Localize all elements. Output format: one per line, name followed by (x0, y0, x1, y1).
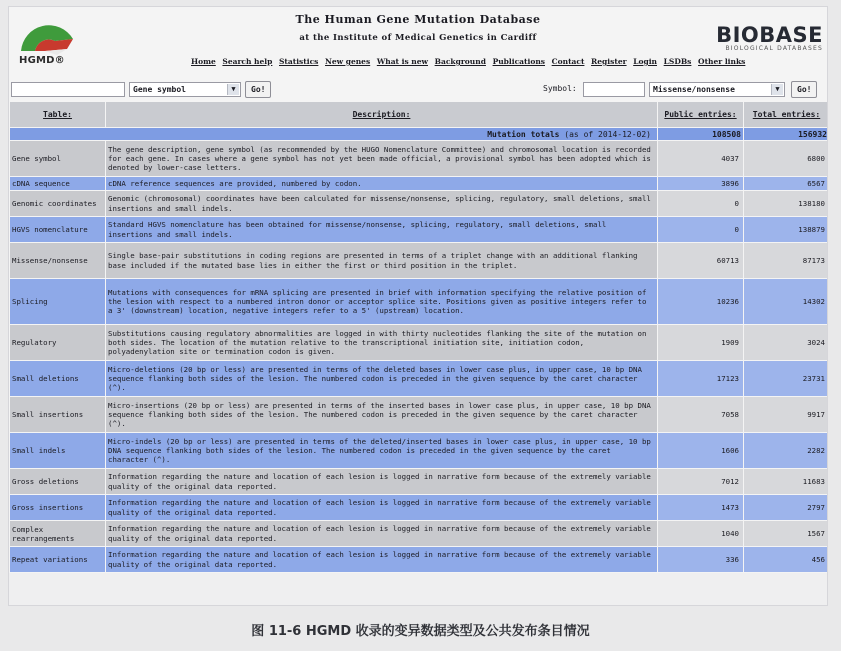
row-description: The gene description, gene symbol (as recommended by the HUGO Nomenclature Committee) and chromosomal location is recorded for each gene. In cases where a gene symbol has not yet been made official, a provisional symbol has been adopted which is denoted by lower-case letters. (106, 141, 658, 177)
row-total-entries: 138879 (744, 217, 829, 243)
row-name[interactable]: Small indels (10, 433, 106, 469)
row-name[interactable]: Splicing (10, 279, 106, 325)
screenshot-frame (8, 6, 828, 606)
page-title: The Human Gene Mutation Database (295, 13, 541, 26)
chevron-down-icon: ▼ (227, 84, 239, 95)
row-public-entries: 60713 (658, 243, 744, 279)
row-public-entries: 1909 (658, 325, 744, 361)
row-total-entries: 2797 (744, 495, 829, 521)
row-name[interactable]: Gross insertions (10, 495, 106, 521)
table-row (10, 521, 829, 547)
totals-row (10, 128, 829, 141)
nav-background[interactable]: Background (434, 57, 486, 66)
nav-home[interactable]: Home (191, 57, 216, 66)
table-row (10, 361, 829, 397)
biobase-wordmark: BIOBASE (716, 23, 823, 47)
table-row (10, 433, 829, 469)
row-name[interactable]: Gene symbol (10, 141, 106, 177)
row-total-entries: 87173 (744, 243, 829, 279)
symbol-input[interactable] (583, 82, 645, 97)
row-description: Standard HGVS nomenclature has been obtained for missense/nonsense, splicing, regulatory, small deletions, small insertions and small indels. (106, 217, 658, 243)
row-public-entries: 4037 (658, 141, 744, 177)
row-total-entries: 23731 (744, 361, 829, 397)
col-header-total[interactable]: Total entries: (744, 102, 829, 128)
row-description: Mutations with consequences for mRNA splicing are presented in brief with information specifying the relative position of the lesion with respect to a numbered intron donor or acceptor splice site. Positions given as positive integers refer to a 3' (downstream) location, negative integers refer to a 5' (upstream) location. (106, 279, 658, 325)
table-row (10, 243, 829, 279)
row-name[interactable]: Small deletions (10, 361, 106, 397)
biobase-subtitle: BIOLOGICAL DATABASES (725, 45, 823, 52)
row-public-entries: 1606 (658, 433, 744, 469)
row-total-entries: 14302 (744, 279, 829, 325)
mutation-type-select[interactable] (649, 82, 785, 97)
totals-public: 108508 (658, 128, 744, 141)
title-block (9, 13, 827, 43)
nav-lsdbs[interactable]: LSDBs (663, 57, 692, 66)
row-description: Micro-indels (20 bp or less) are presented in terms of the deleted/inserted bases in lower case plus, in upper case, 10 bp DNA sequence flanking both sides of the lesion. The numbered codon is preceded in the given sequence by the caret character (^). (106, 433, 658, 469)
row-name[interactable]: Gross deletions (10, 469, 106, 495)
totals-label-cell (10, 128, 658, 141)
row-public-entries: 10236 (658, 279, 744, 325)
totals-total: 156932 (744, 128, 829, 141)
table-row (10, 191, 829, 217)
nav-login[interactable]: Login (633, 57, 658, 66)
nav-what-is-new[interactable]: What is new (376, 57, 428, 66)
row-name[interactable]: Complex rearrangements (10, 521, 106, 547)
row-public-entries: 0 (658, 217, 744, 243)
row-total-entries: 138180 (744, 191, 829, 217)
row-description: Information regarding the nature and location of each lesion is logged in narrative form because of the extremely variable quality of the original data reported. (106, 547, 658, 573)
row-description: Substitutions causing regulatory abnormalities are logged in with thirty nucleotides flanking the site of the mutation on both sides. The location of the mutation relative to the transcriptional initiation site, initiation codon, polyadenylation site or termination codon is given. (106, 325, 658, 361)
search-type-select[interactable] (129, 82, 241, 97)
row-public-entries: 7058 (658, 397, 744, 433)
table-row (10, 469, 829, 495)
nav-links (189, 57, 746, 66)
row-name[interactable]: HGVS nomenclature (10, 217, 106, 243)
row-public-entries: 17123 (658, 361, 744, 397)
table-row (10, 397, 829, 433)
row-public-entries: 0 (658, 191, 744, 217)
page-subtitle: at the Institute of Medical Genetics in Cardiff (299, 33, 537, 43)
table-row (10, 547, 829, 573)
table-row (10, 177, 829, 191)
table-row (10, 325, 829, 361)
mutation-table (9, 101, 828, 573)
table-row (10, 495, 829, 521)
search-bar (9, 79, 827, 101)
row-public-entries: 1040 (658, 521, 744, 547)
chevron-down-icon: ▼ (771, 84, 783, 95)
row-public-entries: 7012 (658, 469, 744, 495)
nav-publications[interactable]: Publications (492, 57, 546, 66)
row-total-entries: 456 (744, 547, 829, 573)
go-button-left[interactable]: Go! (245, 81, 271, 98)
go-button-right[interactable]: Go! (791, 81, 817, 98)
row-total-entries: 3024 (744, 325, 829, 361)
row-name[interactable]: Missense/nonsense (10, 243, 106, 279)
table-row (10, 141, 829, 177)
row-name[interactable]: cDNA sequence (10, 177, 106, 191)
row-public-entries: 336 (658, 547, 744, 573)
row-total-entries: 6567 (744, 177, 829, 191)
totals-label: Mutation totals (487, 129, 560, 139)
row-name[interactable]: Regulatory (10, 325, 106, 361)
figure-caption: 图 11-6 HGMD 收录的变异数据类型及公共发布条目情况 (251, 624, 590, 639)
row-description: Information regarding the nature and location of each lesion is logged in narrative form because of the extremely variable quality of the original data reported. (106, 495, 658, 521)
col-header-table[interactable]: Table: (10, 102, 106, 128)
table-row (10, 279, 829, 325)
nav-search-help[interactable]: Search help (222, 57, 273, 66)
row-description: Single base-pair substitutions in coding regions are presented in terms of a triplet change with an additional flanking base included if the mutated base lies in either the first or third position in the triplet. (106, 243, 658, 279)
nav-contact[interactable]: Contact (551, 57, 585, 66)
nav-other-links[interactable]: Other links (698, 57, 746, 66)
row-total-entries: 9917 (744, 397, 829, 433)
row-name[interactable]: Repeat variations (10, 547, 106, 573)
row-public-entries: 1473 (658, 495, 744, 521)
row-total-entries: 11683 (744, 469, 829, 495)
biobase-logo[interactable] (716, 23, 823, 52)
row-description: Information regarding the nature and location of each lesion is logged in narrative form because of the extremely variable quality of the original data reported. (106, 521, 658, 547)
row-total-entries: 6800 (744, 141, 829, 177)
totals-date: (as of 2014-12-02) (564, 129, 651, 139)
row-description: Micro-insertions (20 bp or less) are presented in terms of the inserted bases in lower case plus, in upper case, 10 bp DNA sequence flanking both sides of the lesion. The numbered codon is preceded in the given sequence by the caret character (^). (106, 397, 658, 433)
row-description: Genomic (chromosomal) coordinates have been calculated for missense/nonsense, splicing, regulatory, small deletions, small insertions and small indels. (106, 191, 658, 217)
col-header-description[interactable]: Description: (106, 102, 658, 128)
row-name[interactable]: Small insertions (10, 397, 106, 433)
gene-search-input[interactable] (11, 82, 125, 97)
symbol-label: Symbol: (543, 84, 577, 93)
search-type-value: Gene symbol (133, 85, 186, 94)
mutation-type-value: Missense/nonsense (653, 85, 735, 94)
row-description: Information regarding the nature and location of each lesion is logged in narrative form because of the extremely variable quality of the original data reported. (106, 469, 658, 495)
row-name[interactable]: Genomic coordinates (10, 191, 106, 217)
row-total-entries: 1567 (744, 521, 829, 547)
nav-register[interactable]: Register (591, 57, 627, 66)
row-description: cDNA reference sequences are provided, numbered by codon. (106, 177, 658, 191)
col-header-public[interactable]: Public entries: (658, 102, 744, 128)
row-public-entries: 3896 (658, 177, 744, 191)
row-description: Micro-deletions (20 bp or less) are presented in terms of the deleted bases in lower case plus, in upper case, 10 bp DNA sequence flanking both sides of the lesion. The numbered codon is preceded in the given sequence by the caret character (^). (106, 361, 658, 397)
nav-statistics[interactable]: Statistics (279, 57, 319, 66)
nav-new-genes[interactable]: New genes (325, 57, 371, 66)
table-header-row (10, 102, 829, 128)
page-header (9, 7, 827, 79)
row-total-entries: 2282 (744, 433, 829, 469)
table-row (10, 217, 829, 243)
logo-text: HGMD® (19, 55, 65, 66)
